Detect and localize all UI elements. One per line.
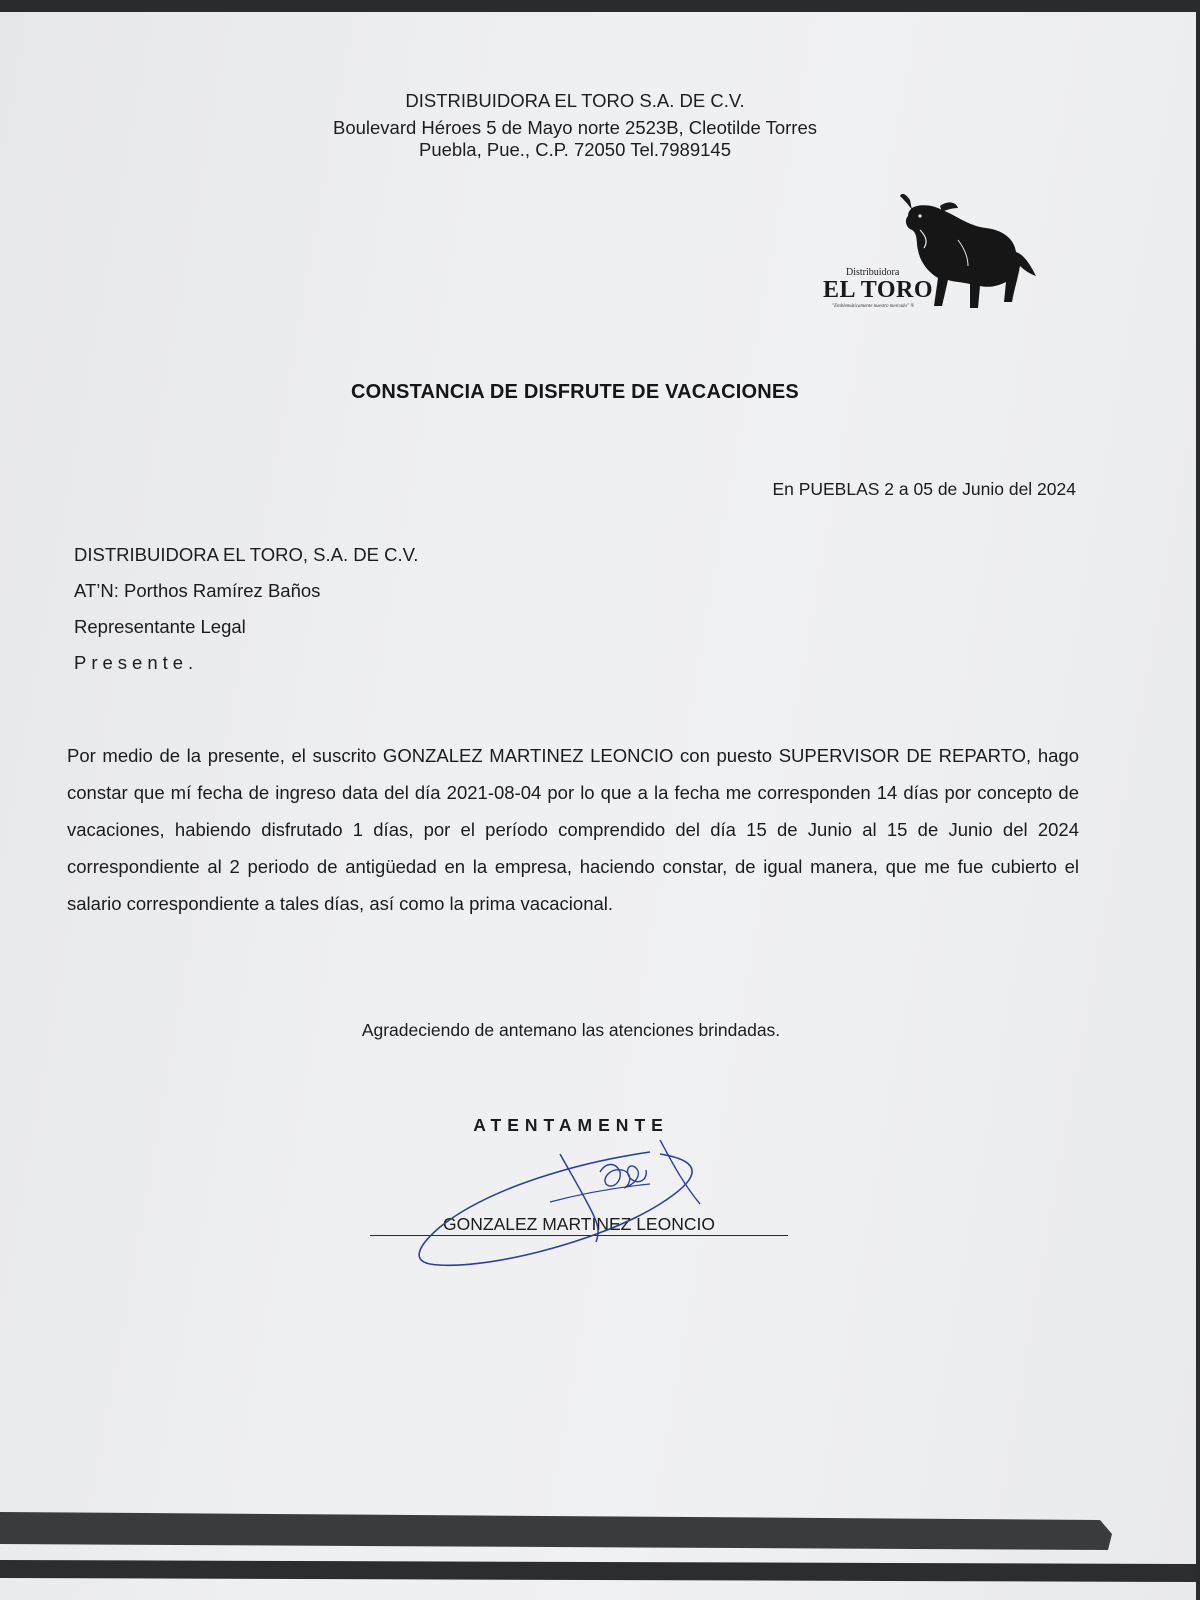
address-line-2: Puebla, Pue., C.P. 72050 Tel.7989145 [418,139,732,160]
document-title: CONSTANCIA DE DISFRUTE DE VACACIONES [351,381,799,403]
addressee-block [74,537,418,681]
addressee-company: DISTRIBUIDORA EL TORO, S.A. DE C.V. [74,544,419,565]
addressee-role: Representante Legal [74,616,246,637]
signer-name: GONZALEZ MARTINEZ LEONCIO [443,1214,715,1234]
handwritten-signature [410,1132,730,1282]
footer-decoration [0,1512,1196,1600]
addressee-presente: Presente. [74,652,199,673]
body-paragraph: Por medio de la presente, el suscrito GONZALEZ MARTINEZ LEONCIO con puesto SUPERVISOR DE REPARTO, hago constar que mí fecha de ingreso data del día 2021-08-04 por lo que a la fecha me corresponden 14 días por concepto de vacaciones, habiendo disfrutado 1 días, por el período comprendido del día 15 de Junio al 15 de Junio del 2024 correspondiente al 2 periodo de antigüedad en la empresa, haciendo constar, de igual manera, que me fue cubierto el salario correspondiente a tales días, así como la prima vacacional. [67,745,1079,914]
closing-atentamente: ATENTAMENTE [473,1115,669,1135]
date-line: En PUEBLAS 2 a 05 de Junio del 2024 [772,479,1076,499]
document-page [0,12,1196,1600]
company-name: DISTRIBUIDORA EL TORO S.A. DE C.V. [405,90,745,111]
letterhead [200,90,950,161]
closing-thanks: Agradeciendo de antemano las atenciones brindadas. [361,1020,781,1040]
logo-brand-text: EL TORO [823,277,933,303]
company-logo [820,190,1050,330]
logo-small-text: Distribuidora [846,267,900,278]
logo-slogan: "Emblemáticamente nuestro mercado" ® [832,304,915,309]
address-line-1: Boulevard Héroes 5 de Mayo norte 2523B, Cleotilde Torres [332,117,818,138]
addressee-attention: AT’N: Porthos Ramírez Baños [74,580,321,601]
